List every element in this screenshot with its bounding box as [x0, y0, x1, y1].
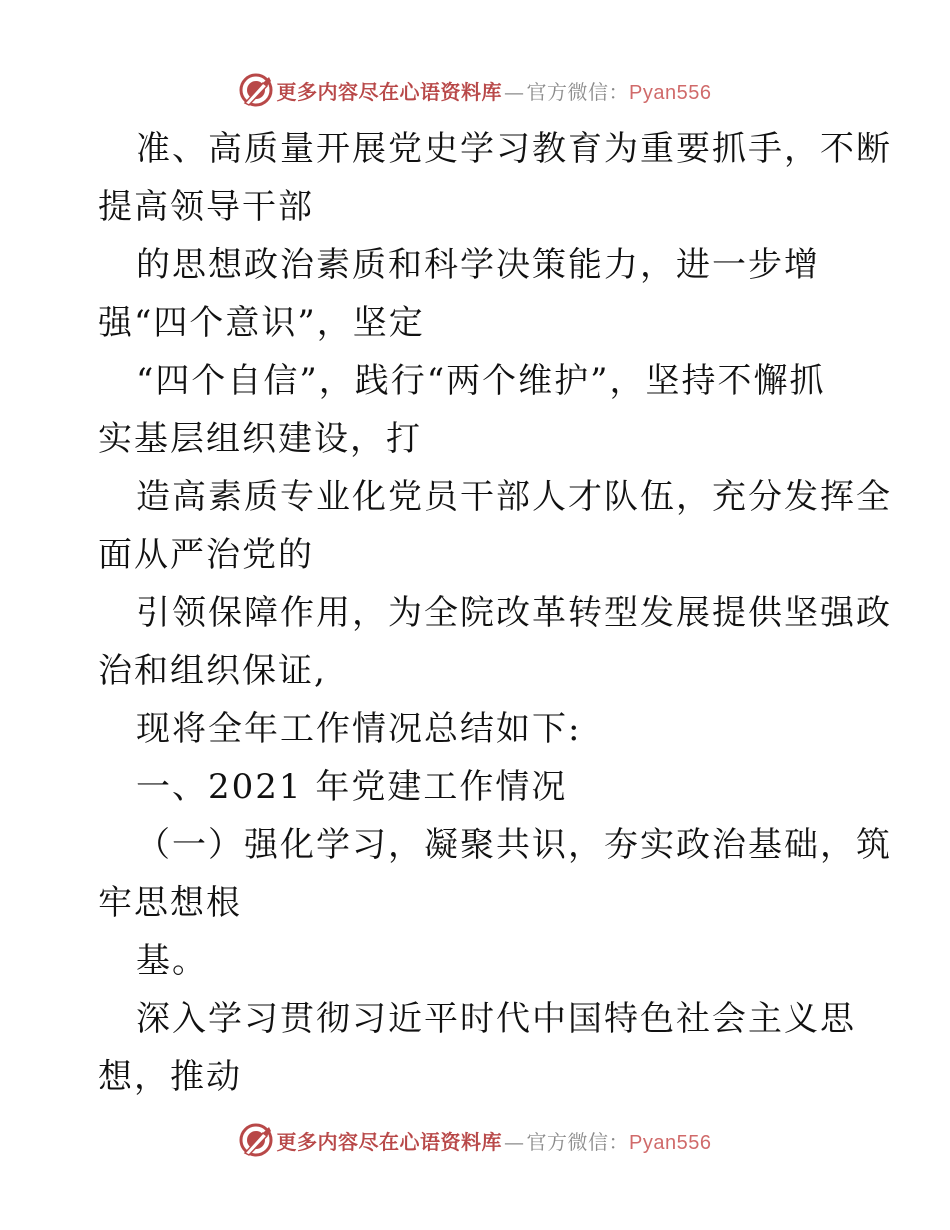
text-line: 提高领导干部 — [98, 187, 314, 227]
text-line: “四个自信”，践行“两个维护”，坚持不懈抓 — [136, 361, 826, 401]
watermark-main-text: 更多内容尽在心语资料库 — [276, 79, 503, 104]
document-body — [98, 120, 892, 1106]
watermark-id: Pyan556 — [629, 81, 712, 104]
text-line: 实基层组织建设，打 — [98, 419, 422, 459]
pen-logo-icon — [239, 1123, 273, 1157]
watermark-main-text: 更多内容尽在心语资料库 — [276, 1129, 503, 1154]
watermark — [239, 73, 712, 107]
section-heading: 一、2021 年党建工作情况 — [136, 767, 568, 807]
text-line: 深入学习贯彻习近平时代中国特色社会主义思 — [136, 999, 856, 1039]
text-line: 治和组织保证, — [98, 651, 327, 691]
watermark-dash: — — [504, 1129, 525, 1154]
text-line: 牢思想根 — [98, 883, 242, 923]
text-line: 的思想政治素质和科学决策能力，进一步增 — [136, 245, 820, 285]
page-footer-watermark — [0, 1120, 950, 1160]
text-line: 准、高质量开展党史学习教育为重要抓手，不断 — [136, 129, 892, 169]
watermark-sub-text: 官方微信： — [526, 1129, 630, 1154]
text-line: 强“四个意识”，坚定 — [98, 303, 425, 343]
text-line: 基。 — [136, 941, 208, 981]
pen-logo-icon — [239, 73, 273, 107]
watermark — [239, 1123, 712, 1157]
watermark-sub-text: 官方微信： — [526, 79, 630, 104]
text-line: 想，推动 — [98, 1057, 242, 1097]
text-line: 引领保障作用，为全院改革转型发展提供坚强政 — [136, 593, 892, 633]
watermark-dash: — — [504, 79, 525, 104]
subsection-heading: （一）强化学习，凝聚共识，夯实政治基础，筑 — [136, 825, 892, 865]
text-line: 现将全年工作情况总结如下: — [136, 709, 582, 749]
text-line: 面从严治党的 — [98, 535, 314, 575]
page-header-watermark — [0, 70, 950, 110]
watermark-id: Pyan556 — [629, 1131, 712, 1154]
text-line: 造高素质专业化党员干部人才队伍，充分发挥全 — [136, 477, 892, 517]
